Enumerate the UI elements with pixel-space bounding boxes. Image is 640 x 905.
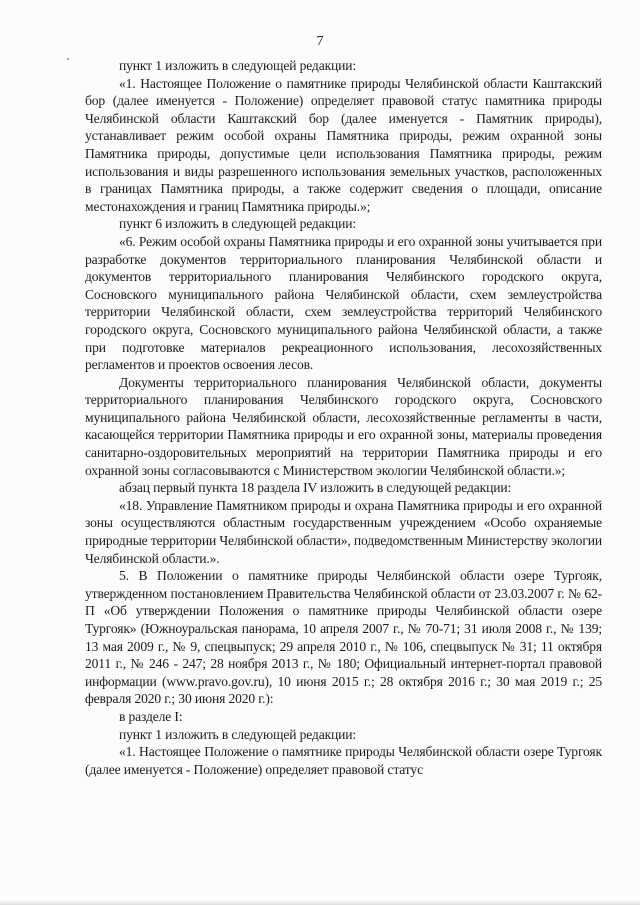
paragraph: Документы территориального планирования Челябинской области, документы территориального планирования Челябинского городского округа, Сосновского муниципального района Челябинской области, лесохозяйственные регламенты в части, касающейся территории Памятника природы и его охранной зоны, материалы проведения санитарно-оздоровительных мероприятий на территории Памятника природы и его охранной зоны согласовываются с Министерством экологии Челябинской области.»; [85, 374, 602, 478]
paragraph: «6. Режим особой охраны Памятника природы и его охранной зоны учитывается при разработке документов территориального планирования Челябинской области и документов территориального планирования Челябинского городского округа, Сосновского муниципального района Челябинской области, схем землеустройства территории Челябинской области, схем землеустройства территорий Челябинского городского округа, Сосновского муниципального района Челябинской области, а также при подготовке материалов рекреационного использования, лесохозяйственных регламентов и проектов освоения лесов. [85, 233, 602, 373]
scan-bottom-edge [0, 900, 640, 905]
paragraph: «18. Управление Памятником природы и охрана Памятника природы и его охранной зоны осуществляются областным государственным учреждением «Особо охраняемые природные территории Челябинской области», подведомственным Министерству экологии Челябинской области.». [85, 497, 602, 566]
scan-dot [67, 58, 69, 60]
paragraph: пункт 1 изложить в следующей редакции: [119, 726, 357, 742]
paragraph: пункт 1 изложить в следующей редакции: [119, 58, 357, 73]
paragraph: пункт 6 изложить в следующей редакции: [119, 216, 357, 232]
paragraph: «1. Настоящее Положение о памятнике природы Челябинской области озере Тургояк (далее именуется - Положение) определяет правовой статус [85, 744, 602, 777]
paragraph: «1. Настоящее Положение о памятнике природы Челябинской области Каштакский бор (далее именуется - Положение) определяет правовой статус памятника природы Челябинской области Каштакский бор (далее именуется - Памятник природы), устанавливает режим особой охраны Памятника природы, режим охранной зоны Памятника природы, допустимые цели использования Памятника природы, режим использования и виды разрешенного использования земельных участков, расположенных в границах Памятника природы, а также содержит сведения о площади, описание местонахождения и границ Памятника природы.»; [85, 75, 602, 214]
document-body [85, 57, 602, 778]
paragraph: в разделе I: [119, 708, 183, 724]
paragraph: 5. В Положении о памятнике природы Челябинской области озере Тургояк, утвержденном постановлением Правительства Челябинской области от 23.03.2007 г. № 62-П «Об утверждении Положения о памятнике природы Челябинской области озере Тургояк» (Южноуральская панорама, 10 апреля 2007 г., № 70-71; 31 июля 2008 г., № 139; 13 мая 2009 г., № 9, спецвыпуск; 29 апреля 2010 г., № 106, спецвыпуск № 31; 11 октября 2011 г., № 246 - 247; 28 ноября 2013 г., № 180; Официальный интернет-портал правовой информации (www.pravo.gov.ru), 10 июня 2015 г.; 28 октября 2016 г.; 30 мая 2019 г.; 25 февраля 2020 г.; 30 июня 2020 г.): [85, 568, 602, 707]
paragraph: абзац первый пункта 18 раздела IV изложить в следующей редакции: [119, 480, 512, 496]
page-number: 7 [316, 34, 324, 49]
